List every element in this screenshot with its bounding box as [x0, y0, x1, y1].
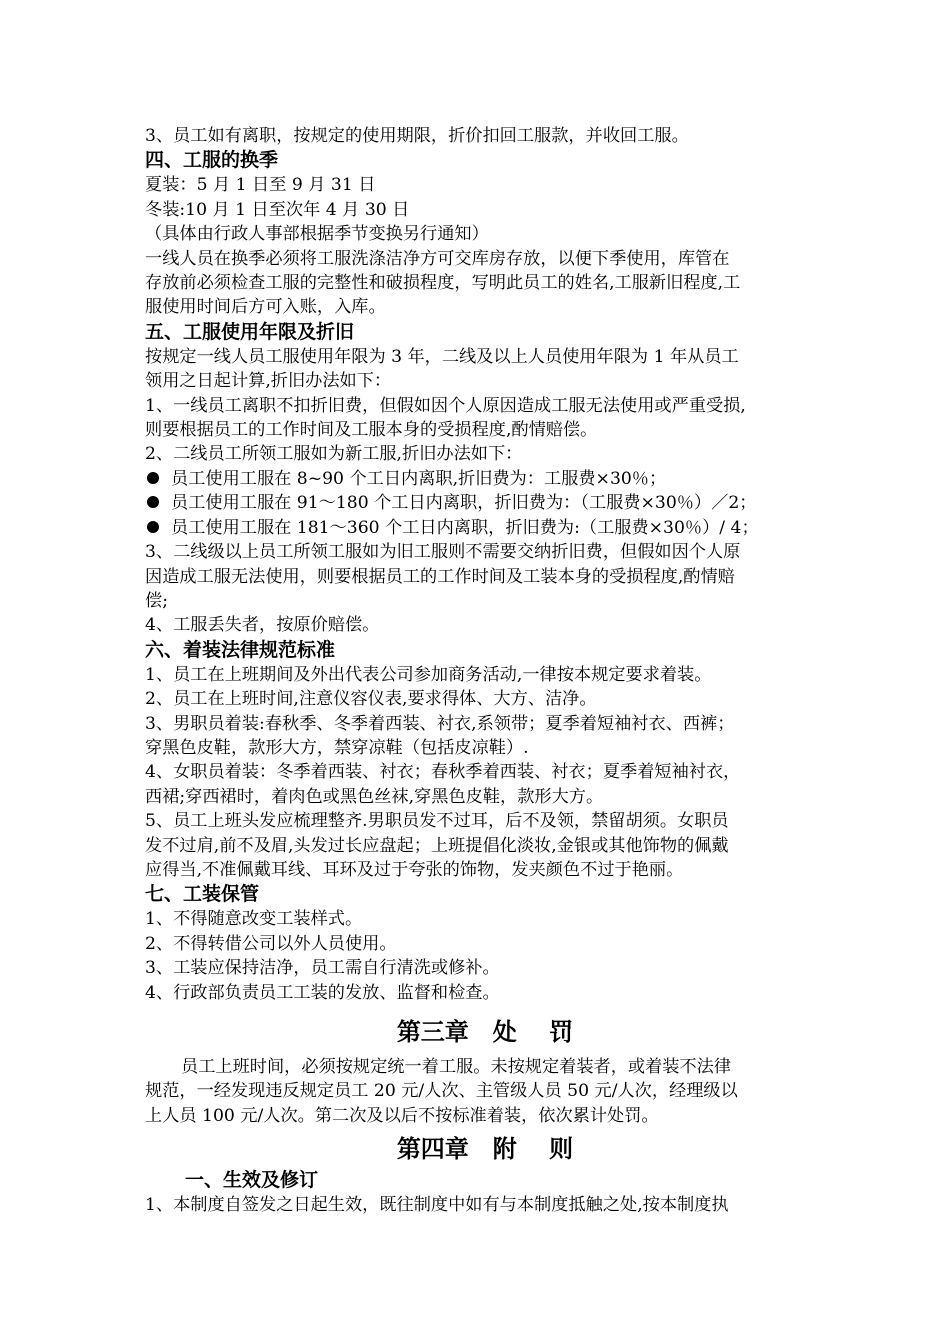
- text-line: 一线人员在换季必须将工服洗涤洁净方可交库房存放，以便下季使用，库管在: [145, 248, 730, 269]
- text-line: 3、二线级以上员工所领工服如为旧工服则不需要交纳折旧费，但假如因个人原: [145, 542, 741, 563]
- text-line: 领用之日起计算,折旧办法如下：: [145, 371, 392, 392]
- text-line: 夏装：5 月 1 日至 9 月 31 日: [145, 175, 376, 196]
- text-line: 规范，一经发现违反规定员工 20 元/人次、主管级人员 50 元/人次，经理级以: [145, 1081, 738, 1102]
- text-line: 穿黑色皮鞋，款形大方，禁穿凉鞋（包括皮凉鞋）.: [145, 737, 529, 758]
- text-line: 1、员工在上班期间及外出代表公司参加商务活动,一律按本规定要求着装。: [145, 664, 712, 685]
- text-line: 上人员 100 元/人次。第二次及以后不按标准着装，依次累计处罚。: [145, 1105, 659, 1126]
- bullet-item: [145, 516, 825, 540]
- section-4: [145, 148, 825, 319]
- section-heading: 六、着装法律规范标准: [145, 638, 336, 661]
- text-line: 2、员工在上班时间,注意仪容仪表,要求得体、大方、洁净。: [145, 689, 597, 710]
- chapter-title: 第四章 附 则: [396, 1134, 574, 1164]
- section-6: [145, 638, 825, 883]
- text-line: 偿;: [145, 590, 168, 611]
- chapter-4: [145, 1132, 825, 1217]
- chapter-title: 第三章 处 罚: [396, 1017, 574, 1046]
- text-line: 发不过肩,前不及眉,头发过长应盘起；上班提倡化淡妆,金银或其他饰物的佩戴: [145, 835, 729, 856]
- text-line: 冬装:10 月 1 日至次年 4 月 30 日: [145, 199, 410, 220]
- bullet-icon: [147, 496, 159, 508]
- text-line: 3、工装应保持洁净，员工需自行清洗或修补。: [145, 958, 500, 979]
- chapter-3: [145, 1015, 825, 1128]
- document-page: [145, 124, 825, 1218]
- section-heading: 四、工服的换季: [145, 149, 279, 172]
- text-line: 1、不得随意改变工装样式。: [145, 909, 363, 930]
- text-line: 则要根据员工的工作时间及工服本身的受损程度,酌情赔偿。: [145, 420, 598, 441]
- section-heading: 七、工装保管: [145, 883, 260, 906]
- text-line: 1、本制度自签发之日起生效，既往制度中如有与本制度抵触之处,按本制度执: [145, 1195, 729, 1216]
- bullet-icon: [147, 472, 159, 484]
- text-line: 2、不得转借公司以外人员使用。: [145, 933, 397, 954]
- bullet-text: 员工使用工服在 91～180 个工日内离职，折旧费为：（工服费×30％）／2；: [171, 493, 757, 514]
- text-line: 5、员工上班头发应梳理整齐.男职员发不过耳，后不及领，禁留胡须。女职员: [145, 811, 729, 832]
- bullet-icon: [147, 521, 159, 533]
- text-line: 4、行政部负责员工工装的发放、监督和检查。: [145, 982, 500, 1003]
- text-line: 1、一线员工离职不扣折旧费，但假如因个人原因造成工服无法使用或严重受损,: [145, 395, 746, 416]
- bullet-item: [145, 467, 825, 491]
- text-line: 3、员工如有离职，按规定的使用期限，折价扣回工服款，并收回工服。: [145, 126, 689, 146]
- text-line: 因造成工服无法使用，则要根据员工的工作时间及工装本身的受损程度,酌情赔: [145, 566, 735, 587]
- text-line: 按规定一线人员工服使用年限为 3 年，二线及以上人员使用年限为 1 年从员工: [145, 346, 739, 367]
- bullet-text: 员工使用工服在 181～360 个工日内离职，折旧费为:（工服费×30％）/ 4；: [171, 517, 759, 538]
- section-heading: 五、工服使用年限及折旧: [145, 320, 355, 343]
- text-line: 2、二线员工所领工服如为新工服,折旧办法如下：: [145, 444, 523, 465]
- text-line: 员工上班时间，必须按规定统一着工服。未按规定着装者，或着装不法律: [181, 1057, 732, 1077]
- text-line: 存放前必须检查工服的完整性和破损程度，写明此员工的姓名,工服新旧程度,工: [145, 273, 741, 294]
- text-line: （具体由行政人事部根据季节变换另行通知）: [145, 224, 489, 245]
- text-line: 4、女职员着装：冬季着西装、衬衣；春秋季着西装、衬衣；夏季着短袖衬衣，: [145, 762, 741, 783]
- text-line: 3、男职员着装:春秋季、冬季着西装、衬衣,系领带；夏季着短袖衬衣、西裤；: [145, 713, 735, 734]
- text-line: 服使用时间后方可入账，入库。: [145, 297, 386, 318]
- section-5: [145, 320, 825, 638]
- text-line: 应得当,不准佩戴耳线、耳环及过于夸张的饰物，发夹颜色不过于艳丽。: [145, 859, 684, 880]
- bullet-item: [145, 491, 825, 515]
- text-line: 4、工服丢失者，按原价赔偿。: [145, 615, 380, 636]
- bullet-text: 员工使用工服在 8~90 个工日内离职,折旧费为：工服费×30％；: [171, 468, 667, 489]
- section-heading: 一、生效及修订: [185, 1169, 319, 1192]
- text-line: 西裙;穿西裙时，着肉色或黑色丝袜,穿黑色皮鞋，款形大方。: [145, 786, 604, 807]
- section-7: [145, 882, 825, 1005]
